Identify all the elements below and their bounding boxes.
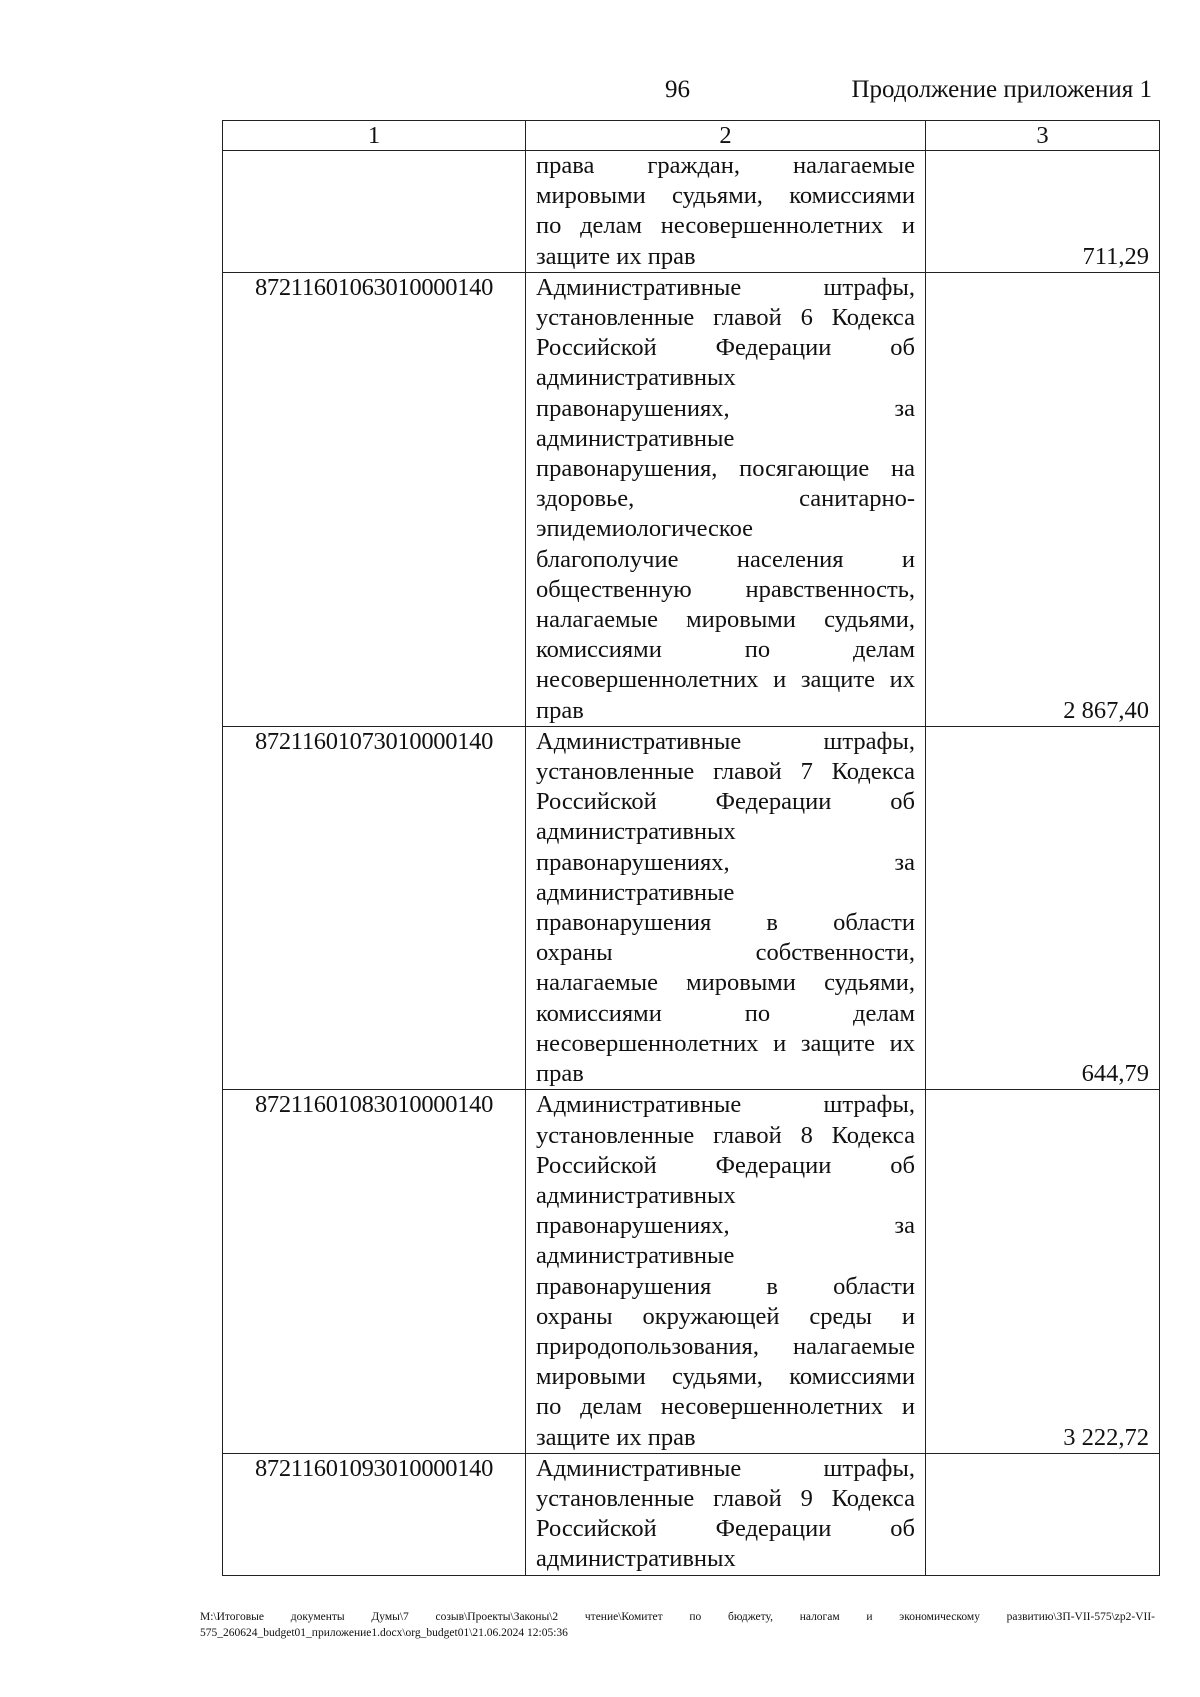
revenue-name-line: правонарушения в области (536, 909, 915, 937)
revenue-name-line: административные (536, 878, 735, 906)
revenue-name-line: права граждан, налагаемые (536, 152, 915, 179)
revenue-name-line: установленные главой 7 Кодекса (536, 758, 915, 786)
revenue-name (526, 726, 926, 1089)
amount: 2 867,40 (926, 272, 1160, 726)
revenue-name-line: установленные главой 8 Кодекса (536, 1121, 915, 1149)
revenue-name-line: благополучие населения и (536, 545, 915, 573)
table-row (223, 726, 1160, 1089)
revenue-name-line: правонарушениях, за (536, 1212, 915, 1240)
revenue-name-line: правонарушениях, за (536, 848, 915, 876)
revenue-name-line: административных (536, 1545, 736, 1573)
revenue-name-line: административных (536, 1181, 736, 1209)
amount: 3 222,72 (926, 1090, 1160, 1453)
revenue-name-line: Российской Федерации об (536, 788, 915, 816)
revenue-name-line: здоровье, санитарно- (536, 485, 915, 513)
revenue-name-line: прав (536, 1060, 584, 1088)
table-row (223, 1453, 1160, 1575)
table-row (223, 272, 1160, 726)
revenue-name-line: защите их прав (536, 1423, 696, 1451)
revenue-name (526, 1453, 926, 1575)
revenue-name (526, 272, 926, 726)
amount: 644,79 (926, 726, 1160, 1089)
budget-code: 87211601063010000140 (223, 272, 526, 726)
revenue-name-line: охраны окружающей среды и (536, 1302, 915, 1330)
appendix-title: Продолжение приложения 1 (851, 76, 1152, 103)
revenue-name-line: правонарушения, посягающие на (536, 455, 915, 483)
revenue-name-line: мировыми судьями, комиссиями (536, 182, 915, 210)
revenue-name (526, 151, 926, 273)
budget-code: 87211601093010000140 (223, 1453, 526, 1575)
revenue-name-line: Административные штрафы, (536, 727, 915, 755)
revenue-name-line: административных (536, 364, 736, 392)
revenue-name-line: Административные штрафы, (536, 273, 915, 301)
budget-table (222, 120, 1160, 1576)
revenue-name-line: административные (536, 424, 735, 452)
column-header-1: 1 (223, 121, 526, 151)
revenue-name-line: общественную нравственность, (536, 575, 915, 603)
revenue-name-line: охраны собственности, (536, 939, 915, 967)
revenue-name-line: несовершеннолетних и защите их (536, 1029, 915, 1057)
revenue-name-line: защите их прав (536, 242, 696, 270)
revenue-name-line: прав (536, 696, 584, 724)
amount (926, 1453, 1160, 1575)
revenue-name (526, 1090, 926, 1453)
revenue-name-line: несовершеннолетних и защите их (536, 666, 915, 694)
revenue-name-line: административных (536, 818, 736, 846)
revenue-name-line: Административные штрафы, (536, 1454, 915, 1482)
table-row (223, 151, 1160, 273)
column-number-row (223, 121, 1160, 151)
column-header-2: 2 (526, 121, 926, 151)
amount: 711,29 (926, 151, 1160, 273)
revenue-name-line: эпидемиологическое (536, 515, 754, 543)
revenue-name-line: по делам несовершеннолетних и (536, 1393, 915, 1421)
revenue-name-line: Российской Федерации об (536, 1151, 915, 1179)
revenue-name-line: комиссиями по делам (536, 999, 915, 1027)
revenue-name-line: мировыми судьями, комиссиями (536, 1363, 915, 1391)
revenue-name-line: комиссиями по делам (536, 636, 915, 664)
revenue-name-line: Российской Федерации об (536, 1515, 915, 1543)
budget-code: 87211601083010000140 (223, 1090, 526, 1453)
revenue-name-line: Российской Федерации об (536, 334, 915, 362)
revenue-name-line: природопользования, налагаемые (536, 1332, 915, 1360)
revenue-name-line: Административные штрафы, (536, 1091, 915, 1119)
revenue-name-line: установленные главой 6 Кодекса (536, 304, 915, 332)
table-row (223, 1090, 1160, 1453)
revenue-name-line: установленные главой 9 Кодекса (536, 1484, 915, 1512)
revenue-name-line: налагаемые мировыми судьями, (536, 606, 915, 634)
revenue-name-line: правонарушения в области (536, 1272, 915, 1300)
document-file-path: M:\Итоговые документы Думы\7 созыв\Проекты\Законы\2 чтение\Комитет по бюджету, налогам и экономическому развитию\ЗП-VII-575\zp2-VII-575_260624_budget01_приложение1.docx\org_budget01\21.06.2024 12:05:36 (200, 1611, 1155, 1639)
column-header-3: 3 (926, 121, 1160, 151)
revenue-name-line: административные (536, 1242, 735, 1270)
budget-code (223, 151, 526, 273)
budget-code: 87211601073010000140 (223, 726, 526, 1089)
page-number: 96 (665, 76, 690, 103)
revenue-name-line: по делам несовершеннолетних и (536, 212, 915, 240)
revenue-name-line: правонарушениях, за (536, 394, 915, 422)
revenue-name-line: налагаемые мировыми судьями, (536, 969, 915, 997)
